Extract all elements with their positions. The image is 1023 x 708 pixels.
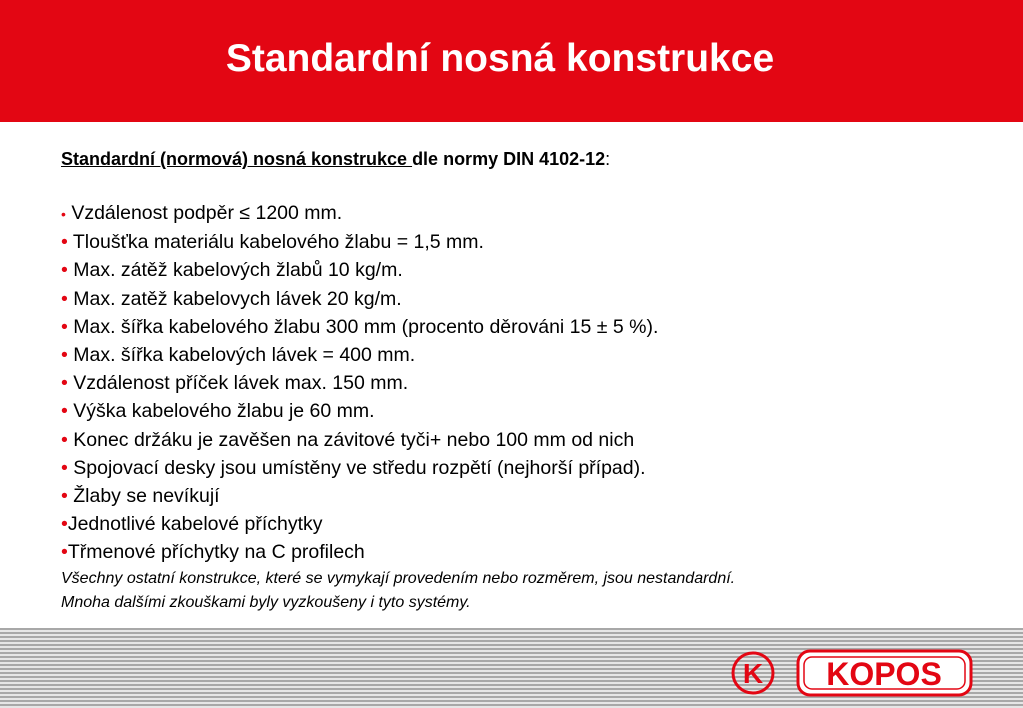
note-line-1: Všechny ostatní konstrukce, které se vymykají provedením nebo rozměrem, jsou nestandardní. (61, 569, 736, 587)
kopos-logo (730, 645, 975, 701)
list-item (61, 454, 1001, 482)
list-item (61, 369, 1001, 397)
bullet-icon: • (61, 344, 68, 367)
page-title: Standardní nosná konstrukce (225, 37, 775, 80)
list-item (61, 285, 1001, 313)
subtitle-standard: dle normy DIN 4102-12 (412, 149, 606, 169)
list-item (61, 256, 1001, 284)
bullet-icon: • (61, 428, 68, 451)
logo-monogram: K (742, 658, 764, 689)
list-item-text: Max. zatěž kabelovych lávek 20 kg/m. (67, 287, 402, 310)
bullet-icon: • (61, 513, 68, 536)
bullet-icon: • (61, 456, 68, 479)
list-item-text: Konec držáku je zavěšen na závitové tyči+ nebo 100 mm od nich (67, 428, 635, 451)
bullet-icon: • (61, 315, 68, 338)
bullet-icon: • (61, 231, 68, 254)
list-item-text: Tloušťka materiálu kabelového žlabu = 1,5 mm. (67, 231, 484, 254)
bullet-icon: • (61, 541, 68, 564)
subtitle-underlined: Standardní (normová) nosná konstrukce (61, 149, 413, 169)
list-item (61, 426, 1001, 454)
list-item-text: Třmenové příchytky na C profilech (67, 541, 365, 564)
list-item (61, 397, 1001, 425)
bullet-icon: • (61, 400, 68, 423)
list-item-text: Spojovací desky jsou umístěny ve středu rozpětí (nejhorší případ). (67, 456, 646, 479)
title-banner (0, 0, 1023, 122)
list-item-text: Vzdálenost podpěr ≤ 1200 mm. (65, 202, 343, 224)
bullet-icon: • (61, 485, 68, 508)
list-item (61, 510, 1001, 538)
list-item (61, 482, 1001, 510)
list-item-text: Žlaby se nevíkují (67, 485, 220, 508)
list-item (61, 228, 1001, 256)
list-item-text: Max. šířka kabelových lávek = 400 mm. (67, 344, 416, 367)
list-item-text: Vzdálenost příček lávek max. 150 mm. (67, 372, 409, 395)
list-item-text: Výška kabelového žlabu je 60 mm. (67, 400, 375, 423)
bullet-icon: • (61, 287, 68, 310)
list-item (61, 538, 1001, 566)
logo-brand: KOPOS (826, 656, 942, 692)
list-item-text: Jednotlivé kabelové příchytky (67, 513, 323, 536)
main-content (61, 147, 1001, 615)
list-item-text: Max. zátěž kabelových žlabů 10 kg/m. (67, 259, 403, 282)
bullet-icon: • (61, 206, 66, 222)
list-item-text: Max. šířka kabelového žlabu 300 mm (procento děrováni 15 ± 5 %). (67, 315, 659, 338)
bullet-icon: • (61, 259, 68, 282)
requirements-list (61, 199, 1001, 567)
subtitle (61, 147, 1001, 171)
list-item (61, 313, 1001, 341)
list-item (61, 199, 1001, 228)
note-line-2: Mnoha dalšími zkouškami byly vyzkoušeny i tyto systémy. (61, 593, 471, 611)
bullet-icon: • (61, 372, 68, 395)
subtitle-colon: : (605, 149, 611, 169)
list-item (61, 341, 1001, 369)
